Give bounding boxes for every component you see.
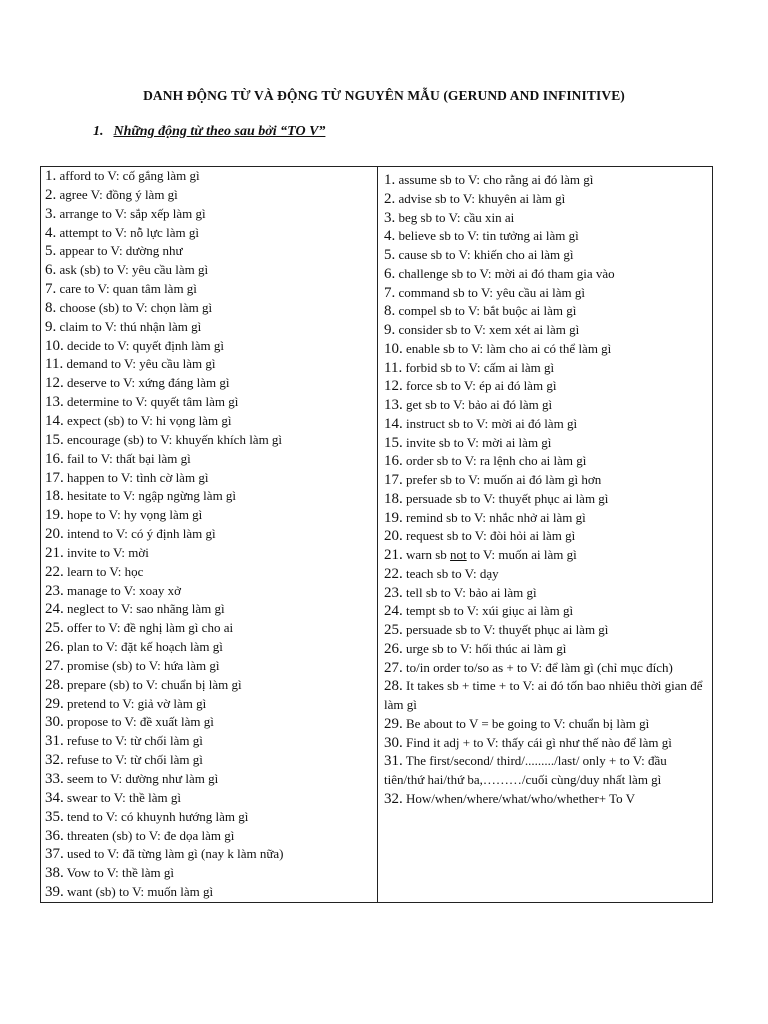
- item-text: compel sb to V: bắt buộc ai làm gì: [398, 303, 577, 319]
- item-number: 32.: [384, 790, 403, 807]
- item-number: 16.: [45, 450, 64, 467]
- item-text: agree V: đồng ý làm gì: [59, 186, 178, 202]
- item-number: 7.: [45, 281, 57, 298]
- item-number: 22.: [384, 565, 403, 582]
- right-column-item: [384, 565, 706, 584]
- item-text: decide to V: quyết định làm gì: [67, 337, 224, 353]
- item-number: 17.: [384, 472, 403, 488]
- item-text: persuade sb to V: thuyết phục ai làm gì: [406, 622, 609, 637]
- item-text: tend to V: có khuynh hướng làm gì: [67, 808, 249, 824]
- left-column-item: [45, 751, 373, 770]
- left-column-item: [45, 261, 373, 280]
- right-column-item: [384, 396, 706, 415]
- left-column-item: [45, 657, 373, 676]
- right-column-item: [384, 509, 706, 528]
- item-text: afford to V: cố gắng làm gì: [59, 168, 200, 183]
- verb-table: [40, 166, 713, 903]
- item-number: 2.: [45, 186, 57, 203]
- item-number: 20.: [384, 528, 403, 545]
- item-number: 22.: [45, 563, 64, 580]
- item-number: 14.: [45, 412, 64, 429]
- left-column-item: [45, 186, 373, 205]
- left-column-item: [45, 431, 373, 450]
- left-column-item: [45, 469, 373, 488]
- item-number: 20.: [45, 526, 64, 543]
- item-number: 19.: [384, 509, 403, 526]
- item-text: prepare (sb) to V: chuẩn bị làm gì: [67, 676, 242, 692]
- left-column-item: [45, 713, 373, 732]
- left-column: [45, 167, 373, 902]
- item-text: swear to V: thề làm gì: [67, 789, 181, 805]
- section-number: 1.: [93, 124, 104, 139]
- item-text: assume sb to V: cho rằng ai đó làm gì: [398, 172, 594, 187]
- item-text: refuse to V: từ chối làm gì: [67, 752, 203, 768]
- item-number: 8.: [384, 303, 396, 320]
- left-column-item: [45, 845, 373, 864]
- item-text: encourage (sb) to V: khuyến khích làm gì: [67, 431, 283, 447]
- left-column-item: [45, 525, 373, 544]
- item-number: 11.: [384, 359, 403, 376]
- item-number: 19.: [45, 507, 64, 524]
- left-column-item: [45, 393, 373, 412]
- section-heading: [93, 124, 325, 140]
- item-text: happen to V: tình cờ làm gì: [67, 469, 209, 485]
- item-text: teach sb to V: dạy: [406, 565, 499, 581]
- item-text: command sb to V: yêu cầu ai làm gì: [398, 284, 586, 300]
- right-column-item: [384, 359, 706, 378]
- left-column-item: [45, 299, 373, 318]
- left-column-item: [45, 374, 373, 393]
- right-column-item: [384, 246, 706, 265]
- item-text: tell sb to V: bảo ai làm gì: [406, 584, 537, 600]
- left-column-item: [45, 318, 373, 337]
- right-column-item: [384, 452, 706, 471]
- left-column-item: [45, 770, 373, 789]
- item-text: to/in order to/so as + to V: để làm gì (chỉ mục đích): [406, 659, 673, 675]
- item-number: 21.: [384, 547, 403, 563]
- item-number: 15.: [384, 434, 403, 451]
- right-column-item: [384, 677, 706, 715]
- item-text: enable sb to V: làm cho ai có thể làm gì: [406, 340, 612, 356]
- item-text: believe sb to V: tin tưởng ai làm gì: [398, 228, 579, 244]
- item-text: determine to V: quyết tâm làm gì: [67, 394, 239, 410]
- item-number: 3.: [384, 209, 396, 226]
- item-number: 17.: [45, 469, 64, 486]
- item-number: 34.: [45, 789, 64, 806]
- item-text: Vow to V: thề làm gì: [66, 865, 175, 881]
- item-text: demand to V: yêu cầu làm gì: [66, 356, 216, 372]
- item-number: 1.: [45, 168, 57, 184]
- right-column: [384, 171, 706, 809]
- item-number: 30.: [45, 714, 64, 731]
- item-text: How/when/where/what/who/whether+ To V: [406, 790, 636, 806]
- right-column-item: [384, 471, 706, 490]
- item-number: 4.: [45, 224, 57, 241]
- item-text: appear to V: dường như: [59, 243, 183, 259]
- item-number: 25.: [45, 620, 64, 637]
- item-text: invite to V: mời: [67, 544, 149, 560]
- left-column-item: [45, 789, 373, 808]
- item-text: claim to V: thú nhận làm gì: [59, 318, 202, 334]
- item-text: Be about to V = be going to V: chuẩn bị làm gì: [406, 715, 650, 731]
- item-text: propose to V: đề xuất làm gì: [67, 714, 214, 730]
- left-column-item: [45, 167, 373, 186]
- item-text: threaten (sb) to V: đe dọa làm gì: [67, 827, 235, 843]
- item-text: hesitate to V: ngập ngừng làm gì: [67, 488, 237, 504]
- item-number: 24.: [45, 601, 64, 618]
- item-text: urge sb to V: hối thúc ai làm gì: [406, 640, 567, 656]
- left-column-item: [45, 205, 373, 224]
- item-number: 6.: [384, 265, 396, 282]
- item-text: Find it adj + to V: thấy cái gì như thế nào để làm gì: [406, 734, 672, 750]
- item-number: 2.: [384, 190, 396, 207]
- left-column-item: [45, 732, 373, 751]
- item-text: beg sb to V: cầu xin ai: [398, 209, 515, 225]
- right-column-item: [384, 734, 706, 753]
- left-column-item: [45, 638, 373, 657]
- left-column-item: [45, 864, 373, 883]
- item-text: order sb to V: ra lệnh cho ai làm gì: [406, 453, 587, 469]
- right-column-item: [384, 227, 706, 246]
- right-column-item: [384, 377, 706, 396]
- item-text: prefer sb to V: muốn ai đó làm gì hơn: [406, 472, 602, 487]
- right-column-item: [384, 621, 706, 640]
- item-number: 31.: [45, 733, 64, 750]
- item-text: neglect to V: sao nhãng làm gì: [67, 601, 225, 617]
- item-text: deserve to V: xứng đáng làm gì: [67, 375, 230, 391]
- item-text: challenge sb to V: mời ai đó tham gia vào: [398, 265, 615, 281]
- item-number: 13.: [384, 397, 403, 413]
- left-column-item: [45, 883, 373, 902]
- document-title: DANH ĐỘNG TỪ VÀ ĐỘNG TỪ NGUYÊN MẪU (GERUND AND INFINITIVE): [143, 88, 625, 103]
- item-text: promise (sb) to V: hứa làm gì: [67, 657, 220, 673]
- right-column-item: [384, 602, 706, 621]
- item-text: attempt to V: nỗ lực làm gì: [59, 224, 199, 240]
- item-text: ask (sb) to V: yêu cầu làm gì: [59, 262, 209, 278]
- item-number: 25.: [384, 622, 403, 638]
- left-column-item: [45, 487, 373, 506]
- left-column-item: [45, 544, 373, 563]
- item-number: 30.: [384, 734, 403, 751]
- item-text: learn to V: học: [67, 563, 144, 579]
- right-column-item: [384, 434, 706, 453]
- item-text: The first/second/ third/........./last/ only + to V: đầu tiên/thứ hai/thứ ba,………/cuối cùng/duy nhất làm gì: [384, 753, 667, 787]
- item-text: manage to V: xoay xở: [67, 582, 181, 598]
- item-text: advise sb to V: khuyên ai làm gì: [398, 190, 566, 206]
- item-number: 5.: [384, 247, 396, 263]
- right-column-item: [384, 209, 706, 228]
- left-column-item: [45, 582, 373, 601]
- item-number: 12.: [45, 375, 64, 392]
- item-text: offer to V: đề nghị làm gì cho ai: [67, 620, 234, 636]
- item-text: instruct sb to V: mời ai đó làm gì: [406, 415, 578, 431]
- item-number: 28.: [384, 678, 403, 695]
- left-column-item: [45, 676, 373, 695]
- right-column-item: [384, 790, 706, 809]
- item-text: consider sb to V: xem xét ai làm gì: [398, 322, 580, 337]
- item-text: care to V: quan tâm làm gì: [59, 281, 197, 297]
- item-number: 26.: [384, 640, 403, 657]
- right-column-item: [384, 527, 706, 546]
- item-text: remind sb to V: nhắc nhở ai làm gì: [406, 509, 586, 525]
- right-column-item: [384, 302, 706, 321]
- item-text: persuade sb to V: thuyết phục ai làm gì: [406, 490, 609, 506]
- right-column-item: [384, 546, 706, 565]
- item-number: 11.: [45, 356, 64, 373]
- right-column-item: [384, 752, 706, 790]
- column-divider: [377, 167, 378, 902]
- left-column-item: [45, 808, 373, 827]
- section-title: Những động từ theo sau bởi “TO V”: [113, 124, 326, 139]
- item-number: 13.: [45, 394, 64, 411]
- item-text: choose (sb) to V: chọn làm gì: [59, 299, 213, 315]
- item-text: plan to V: đặt kế hoạch làm gì: [67, 639, 223, 655]
- left-column-item: [45, 827, 373, 846]
- item-number: 15.: [45, 431, 64, 448]
- item-text: expect (sb) to V: hi vọng làm gì: [67, 412, 232, 428]
- item-number: 9.: [384, 322, 396, 338]
- left-column-item: [45, 337, 373, 356]
- right-column-item: [384, 171, 706, 190]
- left-column-item: [45, 280, 373, 299]
- item-text: fail to V: thất bại làm gì: [67, 450, 191, 466]
- item-number: 23.: [384, 584, 403, 601]
- item-number: 26.: [45, 639, 64, 656]
- item-text: pretend to V: giả vờ làm gì: [67, 695, 207, 711]
- item-text: invite sb to V: mời ai làm gì: [406, 434, 552, 450]
- right-column-item: [384, 265, 706, 284]
- left-column-item: [45, 506, 373, 525]
- left-column-item: [45, 355, 373, 374]
- item-number: 35.: [45, 808, 64, 825]
- right-column-item: [384, 584, 706, 603]
- right-column-item: [384, 190, 706, 209]
- item-number: 14.: [384, 415, 403, 432]
- item-number: 18.: [45, 488, 64, 505]
- left-column-item: [45, 600, 373, 619]
- item-number: 38.: [45, 865, 64, 882]
- item-number: 29.: [45, 695, 64, 712]
- right-column-item: [384, 321, 706, 340]
- left-column-item: [45, 450, 373, 469]
- item-number: 23.: [45, 582, 64, 599]
- right-column-item: [384, 340, 706, 359]
- item-number: 33.: [45, 771, 64, 787]
- right-column-item: [384, 715, 706, 734]
- item-text: cause sb to V: khiến cho ai làm gì: [398, 247, 574, 262]
- item-text: want (sb) to V: muốn làm gì: [67, 884, 214, 900]
- item-text: force sb to V: ép ai đó làm gì: [406, 378, 557, 394]
- item-number: 21.: [45, 544, 64, 561]
- item-number: 39.: [45, 884, 64, 901]
- item-text: warn sb not to V: muốn ai làm gì: [406, 547, 577, 562]
- item-number: 1.: [384, 172, 396, 188]
- right-column-item: [384, 415, 706, 434]
- right-column-item: [384, 640, 706, 659]
- item-number: 3.: [45, 205, 57, 222]
- item-text: seem to V: dường như làm gì: [67, 771, 219, 786]
- item-text: arrange to V: sắp xếp làm gì: [59, 205, 206, 221]
- item-number: 18.: [384, 490, 403, 507]
- item-text: hope to V: hy vọng làm gì: [67, 507, 203, 523]
- right-column-item: [384, 659, 706, 678]
- item-number: 29.: [384, 715, 403, 732]
- item-number: 24.: [384, 603, 403, 620]
- item-number: 8.: [45, 299, 57, 316]
- item-number: 10.: [45, 337, 64, 354]
- left-column-item: [45, 412, 373, 431]
- item-number: 10.: [384, 340, 403, 357]
- item-text: refuse to V: từ chối làm gì: [67, 733, 203, 749]
- left-column-item: [45, 224, 373, 243]
- item-text: intend to V: có ý định làm gì: [67, 526, 216, 542]
- item-text: It takes sb + time + to V: ai đó tốn bao nhiêu thời gian để làm gì: [384, 678, 703, 712]
- item-text: used to V: đã từng làm gì (nay k làm nữa): [67, 846, 284, 862]
- item-text: get sb to V: bảo ai đó làm gì: [406, 397, 553, 412]
- item-text: request sb to V: đòi hỏi ai làm gì: [406, 528, 576, 544]
- item-number: 31.: [384, 753, 403, 770]
- right-column-item: [384, 284, 706, 303]
- item-number: 27.: [384, 659, 403, 676]
- item-number: 36.: [45, 827, 64, 844]
- item-number: 7.: [384, 284, 396, 301]
- item-number: 32.: [45, 752, 64, 769]
- item-number: 28.: [45, 676, 64, 693]
- left-column-item: [45, 695, 373, 714]
- left-column-item: [45, 619, 373, 638]
- item-number: 6.: [45, 262, 57, 279]
- item-number: 16.: [384, 453, 403, 470]
- item-text: tempt sb to V: xúi giục ai làm gì: [406, 603, 574, 619]
- item-number: 5.: [45, 243, 57, 260]
- item-text: forbid sb to V: cấm ai làm gì: [405, 359, 555, 375]
- item-number: 12.: [384, 378, 403, 395]
- left-column-item: [45, 563, 373, 582]
- left-column-item: [45, 242, 373, 261]
- item-number: 9.: [45, 318, 57, 335]
- item-number: 27.: [45, 657, 64, 674]
- item-number: 4.: [384, 228, 396, 245]
- right-column-item: [384, 490, 706, 509]
- item-number: 37.: [45, 846, 64, 863]
